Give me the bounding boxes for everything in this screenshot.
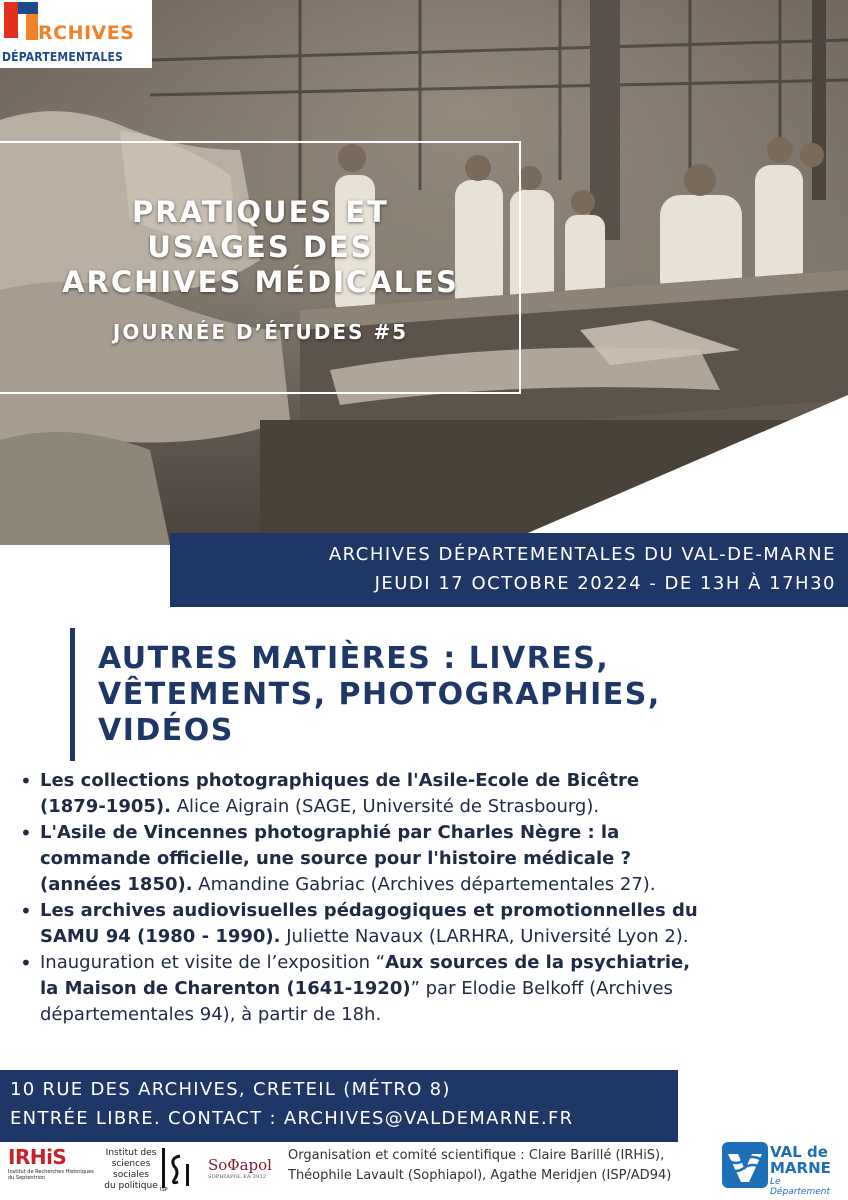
talk-title: Aux sources de la psychiatrie, <box>385 952 691 973</box>
talk-intro: Inauguration et visite de l’exposition “ <box>40 952 386 973</box>
talk-title: L'Asile de Vincennes photographié par Charles Nègre : la <box>40 822 620 843</box>
val-de-marne-logo <box>722 1140 842 1196</box>
hero-photo <box>0 0 848 545</box>
talk-speaker: Amandine Gabriac (Archives départementales 27). <box>192 874 656 895</box>
session-title-line: AUTRES MATIÈRES : LIVRES, <box>98 641 610 676</box>
talk-speaker: Alice Aigrain (SAGE, Université de Strasbourg). <box>170 796 600 817</box>
vdm-line: MARNE <box>770 1159 831 1177</box>
irhis-subtitle: Institut de Recherches Historiques du Septentrion <box>8 1169 94 1181</box>
talk-item <box>16 768 842 820</box>
talk-speaker: ” par Elodie Belkoff (Archives <box>410 978 673 999</box>
session-title <box>98 641 818 749</box>
session-accent-rule <box>70 628 75 761</box>
talk-title: (1879-1905). <box>40 796 171 817</box>
talk-item <box>16 950 842 1028</box>
issp-line: sciences sociales <box>111 1159 151 1180</box>
isp-mark-text: ISP <box>160 1187 168 1192</box>
talk-list <box>16 768 842 1028</box>
talk-title: commande officielle, une source pour l'histoire médicale ? <box>40 848 632 869</box>
hero-title-line: ARCHIVES MÉDICALES <box>62 265 459 299</box>
talk-title: SAMU 94 (1980 - 1990). <box>40 926 281 947</box>
sophiapol-subtitle: SOPHIAPOL EA 3932 <box>208 1174 267 1180</box>
talk-title: (années 1850). <box>40 874 193 895</box>
organisation-credits <box>288 1146 718 1186</box>
talk-speaker: Juliette Navaux (LARHRA, Université Lyon 2). <box>280 926 689 947</box>
vdm-line: VAL de <box>770 1143 828 1161</box>
organisation-line: Théophile Lavault (Sophiapol), Agathe Meridjen (ISP/AD94) <box>288 1168 672 1183</box>
sophiapol-logo <box>208 1156 280 1180</box>
isp-mark-icon <box>158 1144 198 1192</box>
vdm-line: Le Département <box>770 1177 830 1197</box>
organisation-line: Organisation et comité scientifique : Claire Barillé (IRHiS), <box>288 1148 665 1163</box>
contact-text[interactable]: ENTRÉE LIBRE. CONTACT : ARCHIVES@VALDEMARNE.FR <box>10 1108 574 1129</box>
talk-title: la Maison de Charenton (1641-1920) <box>40 978 411 999</box>
session-title-line: VIDÉOS <box>98 713 234 748</box>
address-text: 10 RUE DES ARCHIVES, CRETEIL (MÉTRO 8) <box>10 1079 451 1100</box>
irhis-logo <box>8 1145 100 1195</box>
hero-subtitle: JOURNÉE D’ÉTUDES #5 <box>112 320 409 344</box>
hero-title <box>0 195 521 300</box>
isp-logo <box>158 1144 198 1192</box>
talk-title: Les archives audiovisuelles pédagogiques et promotionnelles du <box>40 900 698 921</box>
hero-title-line: PRATIQUES ET <box>132 195 389 229</box>
archives-logo <box>0 0 152 68</box>
session-title-line: VÊTEMENTS, PHOTOGRAPHIES, <box>98 677 661 712</box>
talk-item <box>16 820 842 898</box>
address-bar <box>0 1070 678 1142</box>
talk-item <box>16 898 842 950</box>
issp-line: du politique <box>104 1181 158 1191</box>
logo-mark-orange <box>26 14 38 40</box>
irhis-wordmark: IRHiS <box>8 1145 67 1169</box>
issp-line: Institut des <box>105 1148 157 1158</box>
event-venue: ARCHIVES DÉPARTEMENTALES DU VAL-DE-MARNE <box>328 544 836 565</box>
hero-title-line: USAGES DES <box>147 230 374 264</box>
issp-logo <box>104 1148 158 1192</box>
logo-line-departementales: DÉPARTEMENTALES <box>2 50 152 64</box>
talk-speaker: départementales 94), à partir de 18h. <box>40 1004 382 1025</box>
logo-mark-red <box>4 2 18 38</box>
event-info-bar <box>170 533 848 607</box>
sophiapol-wordmark: SoΦapol <box>208 1156 272 1174</box>
val-de-marne-emblem-icon <box>722 1140 768 1190</box>
val-de-marne-wordmark <box>770 1144 842 1197</box>
logo-mark-blue <box>18 2 38 14</box>
logo-line-archives: RCHIVES <box>38 22 135 44</box>
event-date: JEUDI 17 OCTOBRE 20224 - DE 13H À 17H30 <box>374 573 836 594</box>
talk-title: Les collections photographiques de l'Asile-Ecole de Bicêtre <box>40 770 640 791</box>
